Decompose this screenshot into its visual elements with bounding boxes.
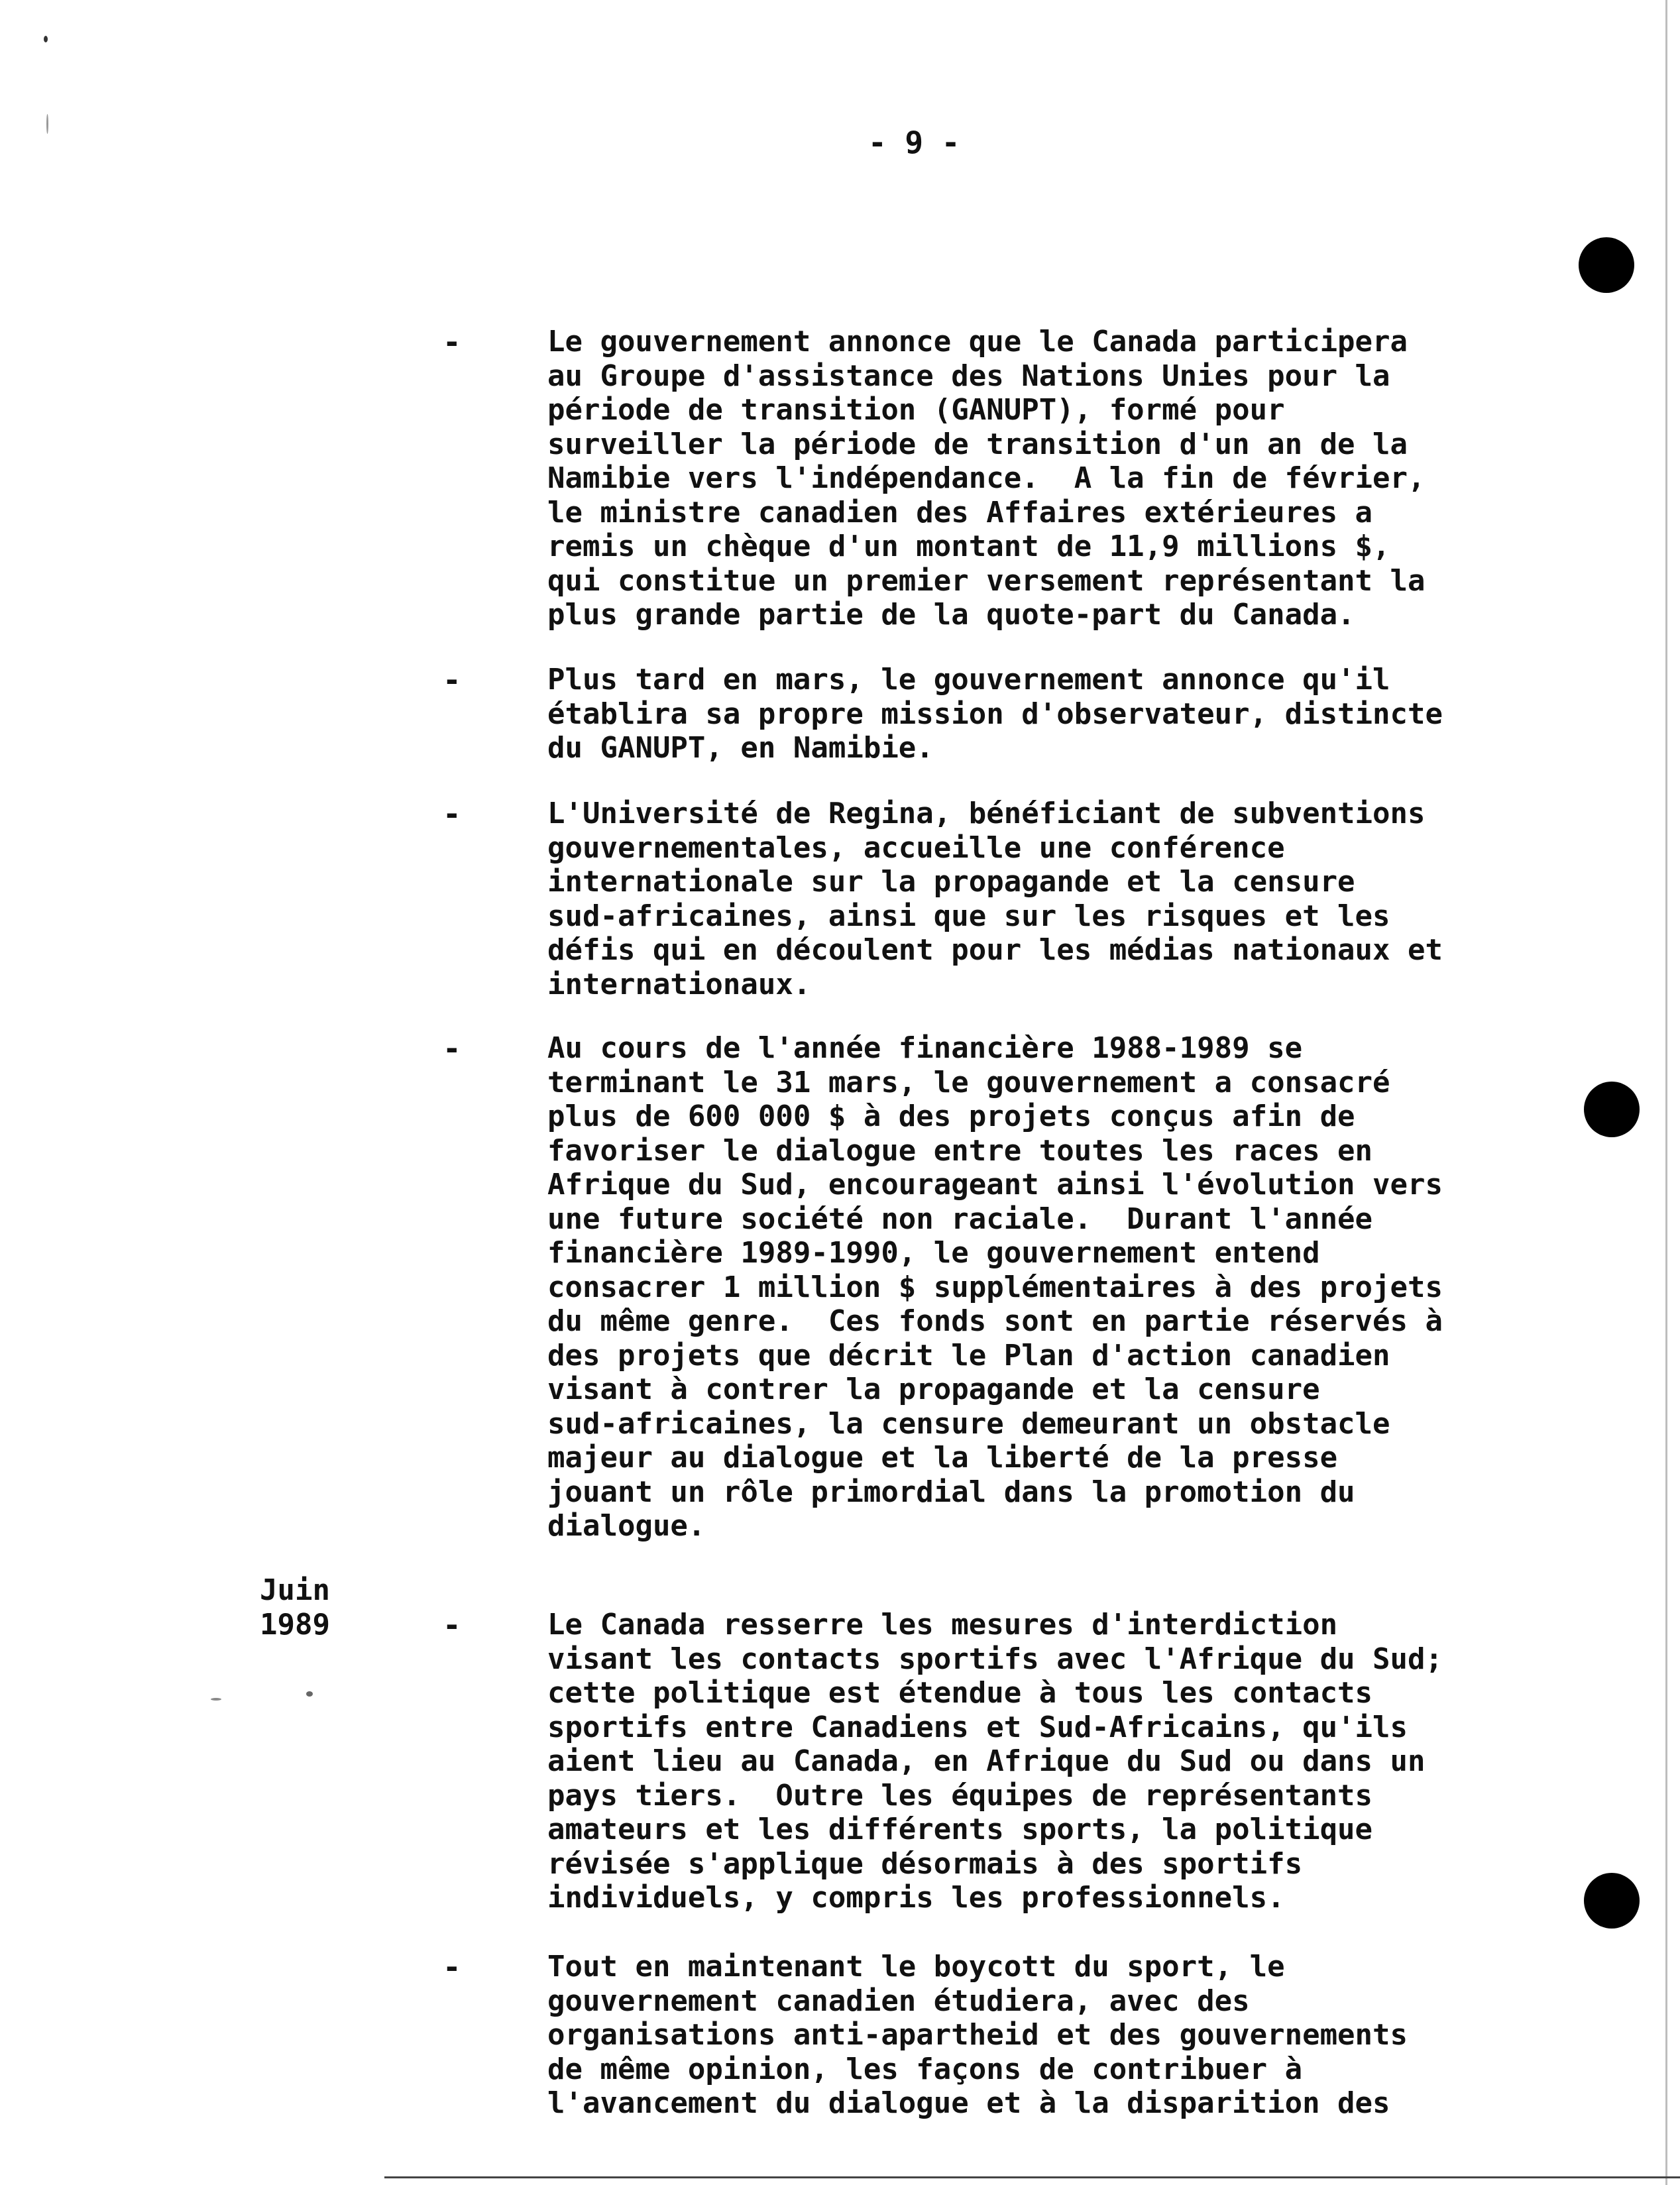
scan-speck xyxy=(46,114,48,134)
dash-marker: - xyxy=(443,1607,461,1643)
scan-speck xyxy=(306,1691,313,1697)
punch-hole xyxy=(1579,237,1634,293)
dash-marker: - xyxy=(443,662,461,698)
page-edge-right xyxy=(1665,0,1667,2185)
page-edge-bottom xyxy=(384,2176,1680,2178)
scan-speck xyxy=(44,36,48,42)
paragraph-text: L'Université de Regina, bénéficiant de subventions gouvernementales, accueille une conférence internationale sur la propagande et la censure sud-africaines, ainsi que sur les risques et les défis qui en découlent pour les médias nationaux et internationaux. xyxy=(547,797,1443,1001)
date-label: Juin 1989 xyxy=(260,1573,330,1642)
paragraph-text: Tout en maintenant le boycott du sport, le gouvernement canadien étudiera, avec des organisations anti-apartheid et des gouvernements de même opinion, les façons de contribuer à l'avancement du dialogue et à la disparition des xyxy=(547,1950,1408,2120)
dash-marker: - xyxy=(443,324,461,360)
dash-marker: - xyxy=(443,796,461,832)
scan-speck xyxy=(211,1698,221,1701)
paragraph-text: Le gouvernement annonce que le Canada participera au Groupe d'assistance des Nations Unies pour la période de transition (GANUPT), formé pour surveiller la période de transition d'un an de la Namibie vers l'indépendance. A la fin de février, le ministre canadien des Affaires extérieures a remis un chèque d'un montant de 11,9 millions $, qui constitue un premier versement représentant la plus grande partie de la quote-part du Canada. xyxy=(547,325,1426,632)
page-number: - 9 - xyxy=(868,125,960,160)
paragraph-text: Plus tard en mars, le gouvernement annonce qu'il établira sa propre mission d'observateur, distincte du GANUPT, en Namibie. xyxy=(547,663,1443,765)
dash-marker: - xyxy=(443,1949,461,1985)
paragraph-text: Au cours de l'année financière 1988-1989 se terminant le 31 mars, le gouvernement a consacré plus de 600 000 $ à des projets conçus afin de favoriser le dialogue entre toutes les races en Afrique du Sud, encourageant ainsi l'évolution vers une future société non raciale. Durant l'année financière 1989-1990, le gouvernement entend consacrer 1 million $ supplémentaires à des projets du même genre. Ces fonds sont en partie réservés à des projets que décrit le Plan d'action canadien visant à contrer la propagande et la censure sud-africaines, la censure demeurant un obstacle majeur au dialogue et la liberté de la presse jouant un rôle primordial dans la promotion du dialogue. xyxy=(547,1031,1443,1543)
paragraph-text: Le Canada resserre les mesures d'interdiction visant les contacts sportifs avec l'Afrique du Sud; cette politique est étendue à tous les contacts sportifs entre Canadiens et Sud-Africains, qu'ils aient lieu au Canada, en Afrique du Sud ou dans un pays tiers. Outre les équipes de représentants amateurs et les différents sports, la politique révisée s'applique désormais à des sportifs individuels, y compris les professionnels. xyxy=(547,1608,1443,1915)
dash-marker: - xyxy=(443,1031,461,1066)
